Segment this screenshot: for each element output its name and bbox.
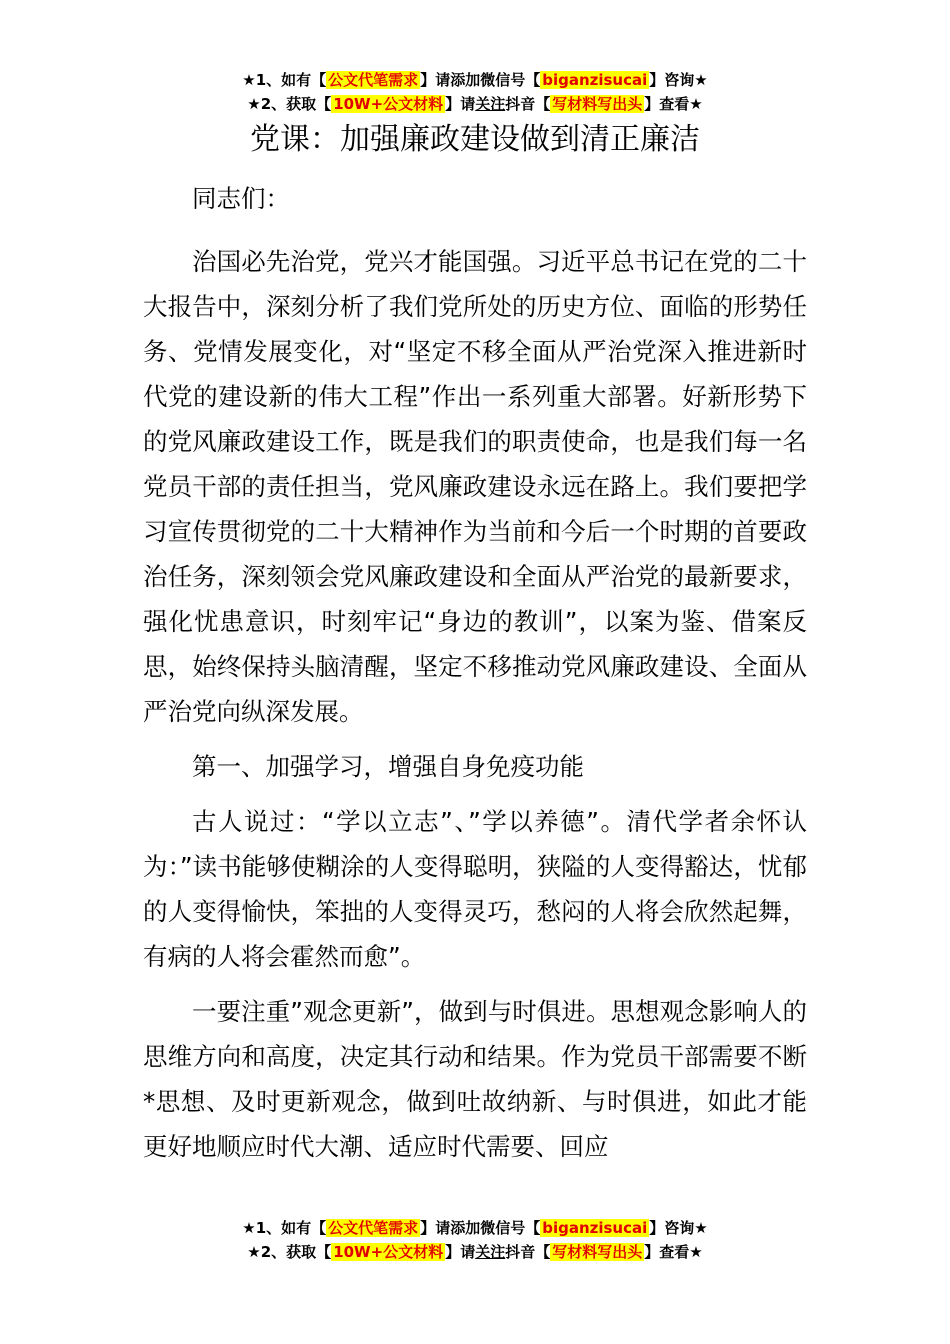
promo-banner-top	[0, 68, 950, 116]
paragraph: 治国必先治党，党兴才能国强。习近平总书记在党的二十大报告中，深刻分析了我们党所处的历史方位、面临的形势任务、党情发展变化，对“坚定不移全面从严治党深入推进新时代党的建设新的伟大工程”作出一系列重大部署。好新形势下的党风廉政建设工作，既是我们的职责使命，也是我们每一名党员干部的责任担当，党风廉政建设永远在路上。我们要把学习宣传贯彻党的二十大精神作为当前和今后一个时期的首要政治任务，深刻领会党风廉政建设和全面从严治党的最新要求，强化忧患意识，时刻牢记“身边的教训”，以案为鉴、借案反思，始终保持头脑清醒，坚定不移推动党风廉政建设、全面从严治党向纵深发展。	[143, 247, 807, 726]
paragraph: 古人说过：“学以立志”、”学以养德”。清代学者余怀认为：”读书能够使糊涂的人变得聪明，狭隘的人变得豁达，忧郁的人变得愉快，笨拙的人变得灵巧，愁闷的人将会欣然起舞，有病的人将会霍然而愈”。	[143, 807, 807, 971]
greeting: 同志们：	[192, 184, 290, 213]
promo-line-1: ★1、如有【 公文代笔需求 】请添加微信号【 biganzisucai 】咨询★	[242, 71, 708, 89]
promo-banner-bottom	[0, 1216, 950, 1264]
highlight-wechat-id: biganzisucai	[542, 1219, 648, 1237]
promo-line-1: ★1、如有【 公文代笔需求 】请添加微信号【 biganzisucai 】咨询★	[242, 1219, 708, 1237]
highlight-douyin: 写材料写出头	[552, 1243, 643, 1261]
promo-line-2: ★2、获取【 10W+公文材料 】请关注抖音【 写材料写出头 】查看★	[247, 95, 703, 113]
document-body	[143, 176, 807, 1179]
section-heading: 第一、加强学习，增强自身免疫功能	[192, 752, 584, 781]
highlight-service: 公文代笔需求	[328, 71, 419, 89]
highlight-materials: 10W+公文材料	[333, 95, 444, 113]
highlight-douyin: 写材料写出头	[552, 95, 643, 113]
promo-line-2: ★2、获取【 10W+公文材料 】请关注抖音【 写材料写出头 】查看★	[247, 1243, 703, 1261]
highlight-service: 公文代笔需求	[328, 1219, 419, 1237]
paragraph: 一要注重”观念更新”，做到与时俱进。思想观念影响人的思维方向和高度，决定其行动和结果。作为党员干部需要不断*思想、及时更新观念，做到吐故纳新、与时俱进，如此才能更好地顺应时代大潮、适应时代需要、回应	[143, 997, 807, 1161]
document-title: 党课：加强廉政建设做到清正廉洁	[250, 122, 700, 157]
highlight-materials: 10W+公文材料	[333, 1243, 444, 1261]
highlight-wechat-id: biganzisucai	[542, 71, 648, 89]
